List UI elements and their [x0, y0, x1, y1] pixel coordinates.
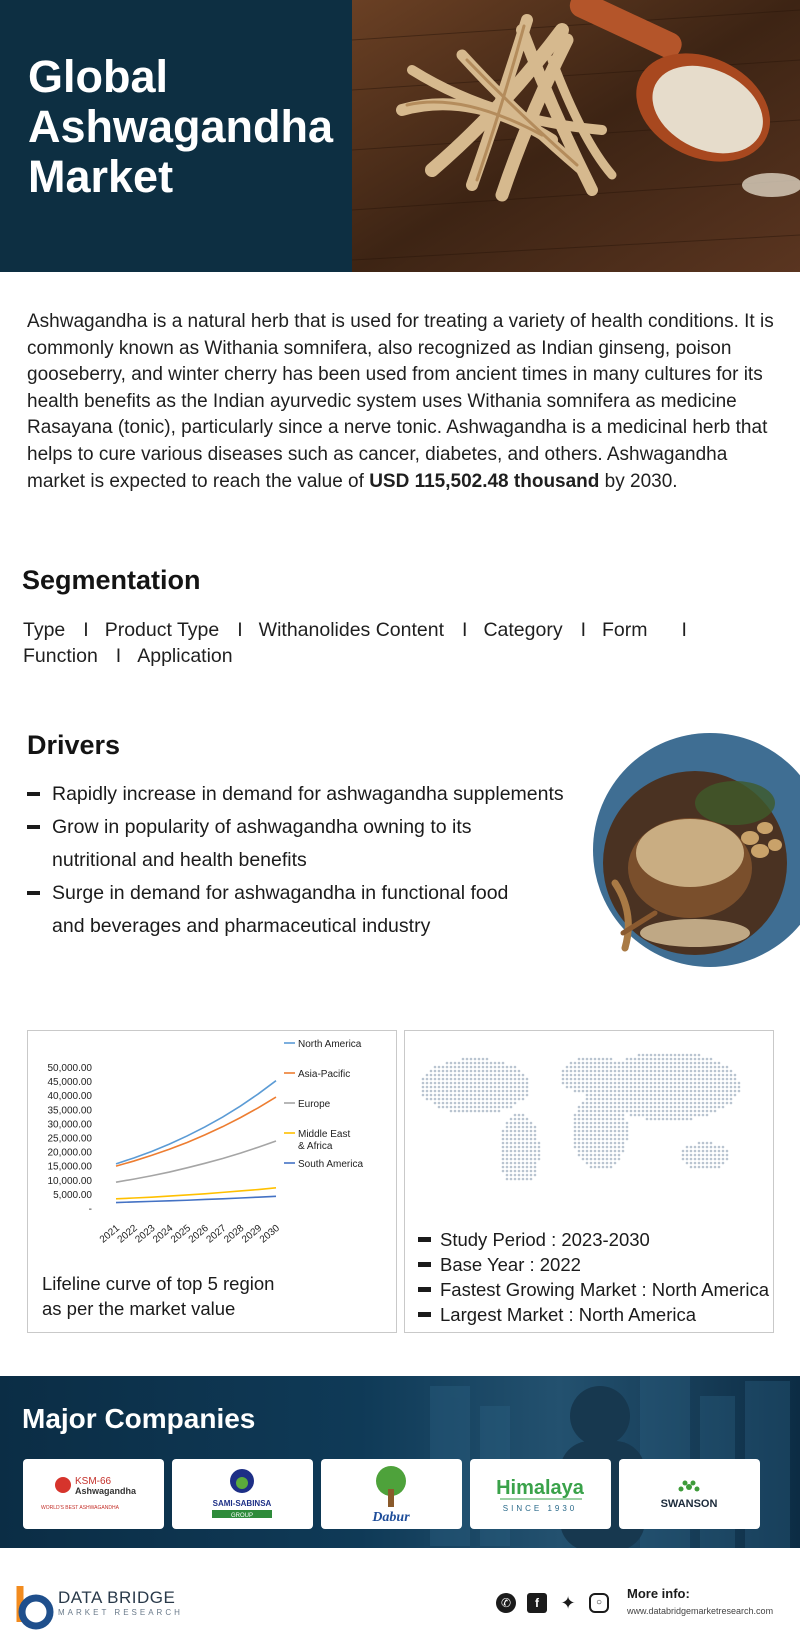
title-line-2: Ashwagandha: [28, 101, 334, 152]
intro-tail: by 2030.: [599, 470, 678, 492]
ashwagandha-roots-photo: [352, 0, 800, 272]
segment-item: Product Type: [104, 619, 220, 641]
map-panel: [404, 1030, 774, 1333]
legend-label: South America: [298, 1159, 364, 1170]
legend-label: North America: [298, 1039, 362, 1050]
segment-separator: I: [237, 619, 243, 641]
ashwagandha-powder-photo: [585, 733, 800, 971]
x-tick-label: 2029: [240, 1222, 265, 1246]
dash-bullet-icon: [418, 1237, 431, 1242]
world-map-dotted: [405, 1031, 775, 1221]
segment-item: Function: [23, 645, 98, 667]
intro-paragraph: [27, 309, 777, 495]
segmentation-list: [23, 617, 783, 669]
more-info-label: More info:: [627, 1586, 690, 1601]
page-title: [28, 52, 348, 202]
chart-caption: [42, 1271, 302, 1321]
logo-ksm66: [23, 1459, 164, 1529]
x-tick-label: 2022: [115, 1222, 140, 1246]
himalaya-logo-sub: SINCE 1930: [502, 1504, 578, 1513]
x-tick-label: 2023: [133, 1222, 158, 1246]
chart-caption-line: as per the market value: [42, 1298, 236, 1319]
driver-item: [27, 778, 587, 811]
fact-item: [418, 1227, 769, 1252]
logo-sami-sabinsa: [172, 1459, 313, 1529]
facebook-icon[interactable]: f: [527, 1593, 547, 1613]
header-title-block: [0, 0, 352, 272]
fact-text: Study Period : 2023-2030: [440, 1229, 650, 1250]
dabur-logo-name: Dabur: [372, 1510, 410, 1525]
data-bridge-logo-icon: [14, 1582, 58, 1632]
title-line-1: Global: [28, 51, 169, 102]
market-value-highlight: USD 115,502.48 thousand: [369, 470, 600, 492]
dash-bullet-icon: [418, 1287, 431, 1292]
y-tick-label: 25,000.00: [47, 1133, 92, 1145]
series-line: [116, 1081, 276, 1164]
x-tick-label: 2027: [204, 1222, 229, 1246]
y-tick-label: 40,000.00: [47, 1091, 92, 1103]
y-tick-label: -: [88, 1204, 92, 1215]
drivers-heading: Drivers: [27, 730, 121, 760]
driver-text-cont: and beverages and pharmaceutical industry: [52, 915, 431, 937]
driver-text: Grow in popularity of ashwagandha owning to its: [52, 816, 472, 838]
x-tick-label: 2024: [151, 1222, 176, 1246]
y-tick-label: 45,000.00: [47, 1077, 92, 1089]
website-url[interactable]: www.databridgemarketresearch.com: [627, 1606, 774, 1616]
driver-text: Rapidly increase in demand for ashwagandha supplements: [52, 783, 564, 805]
y-tick-label: 20,000.00: [47, 1147, 92, 1159]
dash-bullet-icon: [418, 1312, 431, 1317]
logo-swanson: [619, 1459, 760, 1529]
instagram-icon[interactable]: ○: [589, 1593, 609, 1613]
fact-text: Fastest Growing Market : North America: [440, 1279, 769, 1300]
fact-item: [418, 1302, 769, 1327]
driver-text: Surge in demand for ashwagandha in functional food: [52, 882, 509, 904]
market-facts-list: [418, 1227, 769, 1327]
whatsapp-icon[interactable]: ✆: [496, 1593, 516, 1613]
brand-name: DATA BRIDGE: [58, 1588, 176, 1607]
dash-bullet-icon: [418, 1262, 431, 1267]
segment-item: Type: [23, 619, 66, 641]
segment-separator: I: [681, 619, 687, 641]
sami-logo-sub: GROUP: [230, 1513, 254, 1519]
x-tick-label: 2026: [186, 1222, 211, 1246]
x-tick-label: 2028: [222, 1222, 247, 1246]
footer: [0, 1568, 800, 1650]
y-tick-label: 15,000.00: [47, 1161, 92, 1173]
x-tick-label: 2021: [97, 1222, 122, 1246]
chart-caption-line: Lifeline curve of top 5 region: [42, 1273, 275, 1294]
y-tick-label: 30,000.00: [47, 1119, 92, 1131]
legend-label: Middle East: [298, 1129, 351, 1140]
companies-heading: Major Companies: [22, 1403, 256, 1434]
x-tick-label: 2030: [257, 1222, 282, 1246]
chart-panel: [27, 1030, 397, 1333]
y-tick-label: 35,000.00: [47, 1105, 92, 1117]
title-line-3: Market: [28, 151, 174, 202]
series-line: [116, 1141, 276, 1182]
legend-label: Europe: [298, 1099, 331, 1110]
dash-bullet-icon: [27, 792, 40, 796]
y-tick-label: 5,000.00: [53, 1189, 92, 1201]
legend-label: Asia-Pacific: [298, 1069, 351, 1080]
ksm-logo-sub: Ashwagandha: [75, 1486, 137, 1496]
brand-subtitle: MARKET RESEARCH: [58, 1608, 183, 1617]
segmentation-heading: Segmentation: [22, 565, 201, 595]
sami-logo-name: SAMI-SABINSA: [212, 1499, 272, 1508]
region-line-chart: [28, 1031, 398, 1261]
dash-bullet-icon: [27, 825, 40, 829]
driver-item: [27, 811, 587, 877]
header-banner: [0, 0, 800, 272]
driver-text-cont: nutritional and health benefits: [52, 849, 307, 871]
segment-separator: I: [115, 645, 122, 667]
segment-item: Category: [483, 619, 563, 641]
segment-item: Form: [602, 619, 648, 641]
map-dots: [422, 1054, 741, 1181]
driver-item: [27, 877, 587, 943]
y-tick-label: 50,000.00: [47, 1063, 92, 1074]
x-tick-label: 2025: [168, 1222, 194, 1246]
himalaya-logo-name: Himalaya: [496, 1477, 584, 1499]
segment-item: Withanolides Content: [258, 619, 445, 641]
ksm-logo-tag: WORLD'S BEST ASHWAGANDHA: [41, 1505, 119, 1511]
swanson-logo-name: SWANSON: [660, 1498, 718, 1510]
fact-item: [418, 1252, 769, 1277]
logo-himalaya: [470, 1459, 611, 1529]
segment-separator: I: [580, 619, 586, 641]
ksm-logo-name: KSM-66: [75, 1476, 112, 1487]
fact-item: [418, 1277, 769, 1302]
major-companies-section: [0, 1376, 800, 1548]
segment-separator: I: [83, 619, 89, 641]
intro-text: Ashwagandha is a natural herb that is used for treating a variety of health conditions. It is commonly known as Withania somnifera, also recognized as Indian ginseng, poison gooseberry, and winter cherry has been used from ancient times in many cultures for its health benefits as the Indian ayurvedic system uses Withania somnifera as medicine Rasayana (tonic), particularly since a nerve tonic. Ashwagandha is a medicinal herb that helps to cure various diseases such as cancer, diabetes, and others. Ashwagandha market is expected to reach the value of: [27, 311, 774, 492]
segment-separator: I: [462, 619, 468, 641]
fact-text: Base Year : 2022: [440, 1254, 581, 1275]
segment-item: Application: [137, 645, 233, 667]
legend-label: & Africa: [298, 1141, 333, 1152]
dash-bullet-icon: [27, 891, 40, 895]
y-tick-label: 10,000.00: [47, 1175, 92, 1187]
twitter-icon[interactable]: ✦: [560, 1593, 576, 1613]
fact-text: Largest Market : North America: [440, 1304, 697, 1325]
drivers-list: [27, 778, 587, 943]
logo-dabur: [321, 1459, 462, 1529]
